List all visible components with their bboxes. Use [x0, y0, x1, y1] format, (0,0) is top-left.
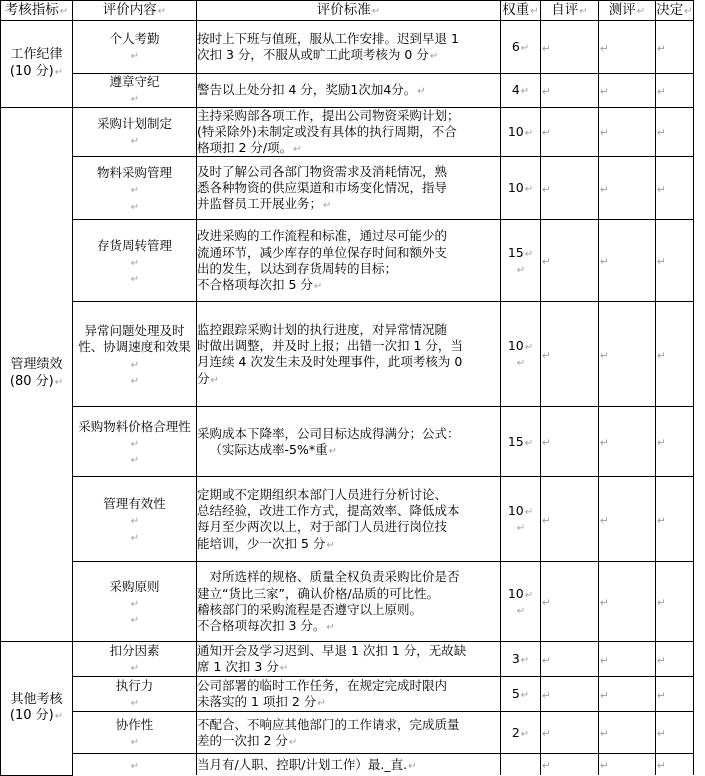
evaluation-standard-cell: [197, 157, 501, 220]
pilcrow-mark: ↵: [59, 5, 69, 17]
pilcrow-mark: ↵: [313, 281, 323, 292]
column-header-standard: [197, 1, 501, 21]
weight-value: 6: [511, 38, 520, 54]
evaluation-standard-line: 席 1 次扣 3 分↵: [197, 659, 289, 675]
evaluation-standard-line: 次扣 3 分，不服从或旷工此项考核为 0 分↵: [197, 47, 439, 62]
indicator-group-score: (80 分): [9, 374, 54, 390]
pilcrow-mark: ↵: [524, 184, 534, 196]
evaluation-standard-line: 出的发生，以达到存货周转的目标；: [197, 260, 398, 276]
evaluation-standard-line: （实际达成率-5%*重↵: [209, 441, 337, 457]
evaluation-standard-cell: [197, 74, 501, 108]
pilcrow-mark: ↵: [600, 42, 609, 55]
pilcrow-mark: ↵: [130, 516, 140, 528]
pilcrow-mark: ↵: [130, 185, 140, 197]
pilcrow-mark: ↵: [516, 264, 526, 276]
pilcrow-mark: ↵: [524, 589, 534, 601]
evaluation-content-cell: [73, 477, 197, 562]
weight-cell: [501, 712, 541, 754]
peer-score-cell[interactable]: [599, 107, 656, 157]
evaluation-content-cell: [73, 562, 197, 642]
pilcrow-mark: ↵: [636, 5, 646, 17]
self-score-cell[interactable]: [541, 157, 599, 220]
weight-cell: [501, 157, 541, 220]
pilcrow-mark: ↵: [130, 615, 140, 627]
decision-score-cell[interactable]: [656, 562, 694, 642]
column-header-self: [541, 1, 599, 21]
evaluation-content-text: 物料采购管理: [96, 165, 172, 181]
decision-score-cell[interactable]: [656, 21, 694, 74]
indicator-group-cell: [1, 107, 73, 642]
self-score-cell[interactable]: [541, 712, 599, 754]
pilcrow-mark: ↵: [520, 42, 530, 54]
pilcrow-mark: ↵: [130, 135, 140, 147]
empty-paragraph-mark: [73, 372, 196, 386]
decision-score-cell[interactable]: [656, 642, 694, 677]
table-row: [1, 754, 694, 775]
self-score-cell[interactable]: [541, 107, 599, 157]
evaluation-standard-line: 主持采购部各项工作，提出公司物资采购计划；: [197, 107, 460, 123]
evaluation-standard-line: 对所选样的规格、质量全权负责采购比价是否: [209, 569, 460, 585]
decision-score-cell[interactable]: [656, 74, 694, 108]
decision-score-cell[interactable]: [656, 477, 694, 562]
table-row: [1, 407, 694, 477]
pilcrow-mark: ↵: [524, 342, 534, 353]
peer-score-cell[interactable]: [599, 754, 656, 775]
evaluation-standard-line: 流通环节，减少库存的单位保存时间和额外支: [197, 244, 448, 260]
decision-score-cell[interactable]: [656, 107, 694, 157]
pilcrow-mark: ↵: [600, 514, 609, 527]
pilcrow-mark: ↵: [657, 654, 666, 667]
pilcrow-mark: ↵: [657, 689, 666, 702]
pilcrow-mark: ↵: [323, 200, 332, 212]
pilcrow-mark: ↵: [657, 437, 666, 450]
indicator-group-score-line: [1, 708, 72, 725]
table-row: [1, 677, 694, 712]
pilcrow-mark: ↵: [542, 597, 551, 610]
pilcrow-mark: ↵: [600, 728, 609, 741]
pilcrow-mark: ↵: [328, 445, 337, 457]
column-header-peer-label: 测评: [608, 1, 636, 18]
pilcrow-mark: ↵: [542, 183, 551, 196]
evaluation-content-text: 执行力: [115, 678, 154, 693]
peer-score-cell[interactable]: [599, 407, 656, 477]
evaluation-content-cell: [73, 712, 197, 754]
pilcrow-mark: ↵: [130, 375, 140, 387]
pilcrow-mark: ↵: [524, 127, 534, 139]
indicator-group-name: 管理绩效: [10, 357, 63, 373]
table-row: [1, 157, 694, 220]
decision-score-cell[interactable]: [656, 220, 694, 302]
weight-cell: [501, 74, 541, 108]
evaluation-standard-cell: [197, 302, 501, 407]
evaluation-standard-line: 改进采购的工作流程和标准，通过尽可能少的: [197, 228, 448, 244]
evaluation-content-cell: [73, 74, 197, 108]
weight-cell: [501, 407, 541, 477]
peer-score-cell[interactable]: [599, 712, 656, 754]
pilcrow-mark: ↵: [157, 5, 167, 17]
evaluation-standard-line: 通知开会及学习迟到、早退 1 次扣 1 分，无故缺: [197, 643, 467, 658]
pilcrow-mark: ↵: [657, 349, 666, 362]
pilcrow-mark: ↵: [524, 248, 534, 260]
indicator-group-score-line: [1, 64, 72, 81]
self-score-cell[interactable]: [541, 642, 599, 677]
pilcrow-mark: ↵: [520, 690, 530, 702]
pilcrow-mark: ↵: [293, 144, 302, 155]
evaluation-standard-line: 不配合、不响应其他部门的工作请求，完成质量: [197, 716, 460, 732]
peer-score-cell[interactable]: [599, 74, 656, 108]
peer-score-cell[interactable]: [599, 562, 656, 642]
table-row: [1, 21, 694, 74]
indicator-group-cell: [1, 642, 73, 775]
evaluation-standard-cell: [197, 677, 501, 712]
indicator-group-name: 工作纪律: [10, 46, 63, 62]
pilcrow-mark: ↵: [130, 201, 140, 213]
pilcrow-mark: ↵: [542, 514, 551, 527]
table-body: [1, 21, 694, 776]
evaluation-standard-line: 分↵: [197, 370, 219, 386]
pilcrow-mark: ↵: [542, 654, 551, 667]
indicator-group-score-line: [1, 374, 72, 391]
pilcrow-mark: ↵: [657, 183, 666, 196]
self-score-cell[interactable]: [541, 677, 599, 712]
evaluation-standard-line: 总结经验，改进工作方式，提高效率、降低成本: [197, 503, 460, 518]
weight-value: 10: [507, 123, 524, 139]
pilcrow-mark: ↵: [326, 539, 335, 551]
column-header-weight-label: 权重: [502, 1, 530, 18]
evaluation-standard-cell: [197, 642, 501, 677]
evaluation-content-cell: [73, 107, 197, 157]
pilcrow-mark: ↵: [371, 5, 381, 17]
column-header-content-label: 评价内容: [102, 1, 157, 18]
pilcrow-mark: ↵: [600, 760, 609, 773]
pilcrow-mark: ↵: [130, 359, 140, 371]
empty-paragraph-mark: [73, 198, 196, 212]
evaluation-standard-cell: [197, 407, 501, 477]
empty-paragraph-mark: [73, 611, 196, 625]
pilcrow-mark: ↵: [130, 257, 140, 269]
evaluation-content-text: 采购物料价格合理性: [78, 418, 191, 434]
evaluation-standard-line: 按时上下班与值班，服从工作安排。迟到早退 1: [197, 30, 459, 46]
evaluation-standard-cell: [197, 107, 501, 157]
pilcrow-mark: ↵: [429, 51, 439, 62]
evaluation-standard-line: 公司部署的临时工作任务，在规定完成时限内: [197, 678, 448, 693]
evaluation-standard-line: 月连续 4 次发生未及时处理事件，此项考核为 0: [197, 354, 463, 370]
pilcrow-mark: ↵: [657, 127, 666, 140]
pilcrow-mark: ↵: [600, 349, 609, 362]
pilcrow-mark: ↵: [542, 127, 551, 140]
evaluation-content-cell: [73, 21, 197, 74]
weight-value: 10: [507, 338, 524, 353]
empty-paragraph-mark: [501, 261, 540, 277]
column-header-decide-label: 决定: [656, 1, 684, 18]
evaluation-content-text: 协作性: [115, 716, 154, 732]
self-score-cell[interactable]: [541, 21, 599, 74]
weight-value: 5: [511, 686, 520, 702]
weight-value: 2: [511, 724, 520, 740]
self-score-cell[interactable]: [541, 74, 599, 108]
column-header-indicator-label: 考核指标: [4, 1, 59, 18]
weight-cell: [501, 477, 541, 562]
pilcrow-mark: ↵: [600, 597, 609, 610]
peer-score-cell[interactable]: [599, 157, 656, 220]
pilcrow-mark: ↵: [579, 5, 588, 17]
evaluation-standard-cell: [197, 754, 501, 775]
pilcrow-mark: ↵: [524, 507, 534, 518]
pilcrow-mark: ↵: [417, 86, 426, 98]
evaluation-standard-line: 监控跟踪采购计划的执行进度，对异常情况随: [197, 321, 448, 337]
weight-cell: [501, 642, 541, 677]
indicator-group-score: (10 分): [9, 708, 54, 724]
pilcrow-mark: ↵: [542, 689, 551, 702]
empty-paragraph-mark: [501, 354, 540, 370]
evaluation-standard-line: 并监督员工开展业务；↵: [197, 196, 332, 212]
weight-cell: [501, 302, 541, 407]
pilcrow-mark: ↵: [542, 760, 551, 773]
header-row: [1, 1, 694, 21]
peer-score-cell[interactable]: [599, 677, 656, 712]
pilcrow-mark: ↵: [524, 437, 534, 449]
indicator-group-name: 其他考核: [10, 691, 63, 707]
evaluation-content-text: 存货周转管理: [96, 237, 172, 253]
weight-value: 10: [507, 585, 524, 601]
evaluation-standard-line: 未落实的 1 项扣 2 分↵: [197, 694, 326, 710]
pilcrow-mark: ↵: [600, 654, 609, 667]
pilcrow-mark: ↵: [657, 256, 666, 269]
column-header-self-label: 自评: [551, 1, 579, 18]
evaluation-standard-line: 采购成本下降率，公司目标达成得满分；公式：: [197, 425, 460, 441]
evaluation-standard-line: (特采除外)未制定或没有具体的执行周期，不合: [197, 123, 457, 139]
pilcrow-mark: ↵: [288, 736, 298, 748]
pilcrow-mark: ↵: [520, 728, 530, 740]
self-score-cell[interactable]: [541, 407, 599, 477]
table-row: [1, 562, 694, 642]
pilcrow-mark: ↵: [408, 760, 417, 772]
weight-cell: [501, 677, 541, 712]
evaluation-standard-cell: [197, 712, 501, 754]
pilcrow-mark: ↵: [600, 85, 609, 98]
table-row: [1, 74, 694, 108]
empty-paragraph-mark: [73, 529, 196, 543]
decision-score-cell[interactable]: [656, 754, 694, 775]
empty-paragraph-mark: [73, 451, 196, 465]
table-row: [1, 642, 694, 677]
weight-cell: [501, 562, 541, 642]
column-header-content: [73, 1, 197, 21]
evaluation-content-text: 采购计划制定: [96, 115, 172, 131]
evaluation-content-cell: [73, 677, 197, 712]
pilcrow-mark: ↵: [542, 85, 551, 98]
evaluation-standard-line: 警告以上处分扣 4 分，奖励1次加4分。↵: [197, 82, 426, 98]
decision-score-cell[interactable]: [656, 712, 694, 754]
decision-score-cell[interactable]: [656, 407, 694, 477]
pilcrow-mark: ↵: [516, 605, 526, 617]
evaluation-content-text: 遵章守纪: [109, 74, 160, 89]
evaluation-standard-line: 每月至少两次以上，对于部门人员进行岗位技: [197, 519, 448, 535]
pilcrow-mark: ↵: [600, 256, 609, 269]
decision-score-cell[interactable]: [656, 302, 694, 407]
evaluation-content-cell: [73, 642, 197, 677]
pilcrow-mark: ↵: [520, 86, 530, 98]
evaluation-standard-line: 当月有/人职、控职/计划工作）最._直.↵: [197, 756, 417, 772]
pilcrow-mark: ↵: [600, 127, 609, 140]
decision-score-cell[interactable]: [656, 157, 694, 220]
column-header-peer: [599, 1, 656, 21]
pilcrow-mark: ↵: [600, 437, 609, 450]
pilcrow-mark: ↵: [684, 5, 693, 17]
evaluation-standard-line: 时做出调整，并及时上报；出错一次扣 1 分，当: [197, 338, 463, 353]
evaluation-standard-cell: [197, 562, 501, 642]
pilcrow-mark: ↵: [54, 711, 64, 723]
decision-score-cell[interactable]: [656, 677, 694, 712]
pilcrow-mark: ↵: [130, 698, 140, 710]
evaluation-standard-line: 格项扣 2 分/项。↵: [197, 140, 302, 155]
self-score-cell[interactable]: [541, 302, 599, 407]
weight-value: 15: [507, 244, 524, 260]
weight-cell: [501, 220, 541, 302]
evaluation-standard-line: 及时了解公司各部门物资需求及消耗情况，熟: [197, 163, 448, 179]
pilcrow-mark: ↵: [130, 455, 140, 467]
evaluation-standard-line: 差的一次扣 2 分↵: [197, 732, 298, 748]
pilcrow-mark: ↵: [130, 438, 140, 450]
table-row: [1, 302, 694, 407]
evaluation-content-text: 异常问题处理及时性、协调速度和效果: [78, 323, 191, 355]
weight-value: 15: [507, 433, 524, 449]
empty-paragraph-mark: [73, 270, 196, 284]
evaluation-standard-cell: [197, 477, 501, 562]
evaluation-content-text: 个人考勤: [109, 30, 160, 46]
pilcrow-mark: ↵: [54, 377, 64, 389]
evaluation-standard-line: 悉各种物资的供应渠道和市场变化情况，指导: [197, 180, 448, 196]
pilcrow-mark: ↵: [130, 736, 140, 748]
pilcrow-mark: ↵: [54, 66, 64, 78]
column-header-decide: [656, 1, 694, 21]
column-header-weight: [501, 1, 541, 21]
self-score-cell[interactable]: [541, 562, 599, 642]
evaluation-content-text: 管理有效性: [103, 496, 166, 512]
evaluation-content-text: 扣分因素: [109, 643, 160, 658]
pilcrow-mark: ↵: [130, 598, 140, 610]
table-row: [1, 712, 694, 754]
pilcrow-mark: ↵: [130, 94, 140, 106]
pilcrow-mark: ↵: [516, 358, 526, 370]
pilcrow-mark: ↵: [210, 374, 219, 386]
pilcrow-mark: ↵: [130, 760, 140, 772]
self-score-cell[interactable]: [541, 477, 599, 562]
column-header-indicator: [1, 1, 73, 21]
pilcrow-mark: ↵: [130, 274, 140, 286]
evaluation-standard-line: 不合格项每次扣 5 分↵: [197, 277, 323, 292]
evaluation-standard-line: 稽核部门的采购流程是否遵守以上原则。: [197, 601, 423, 617]
pilcrow-mark: ↵: [600, 689, 609, 702]
weight-value: 10: [507, 180, 524, 196]
weight-cell: [501, 754, 541, 775]
evaluation-content-cell: [73, 407, 197, 477]
pilcrow-mark: ↵: [657, 85, 666, 98]
self-score-cell[interactable]: [541, 220, 599, 302]
pilcrow-mark: ↵: [279, 663, 289, 675]
weight-cell: [501, 21, 541, 74]
pilcrow-mark: ↵: [130, 51, 140, 62]
self-score-cell[interactable]: [541, 754, 599, 775]
pilcrow-mark: ↵: [530, 5, 539, 17]
empty-paragraph-mark: [501, 602, 540, 618]
table-header: [1, 1, 694, 21]
peer-score-cell[interactable]: [599, 21, 656, 74]
pilcrow-mark: ↵: [516, 523, 526, 535]
pilcrow-mark: ↵: [657, 760, 666, 773]
pilcrow-mark: ↵: [657, 728, 666, 741]
indicator-group-cell: [1, 21, 73, 108]
weight-value: 3: [511, 651, 520, 667]
evaluation-standard-line: 定期或不定期组织本部门人员进行分析讨论、: [197, 486, 448, 502]
pilcrow-mark: ↵: [542, 256, 551, 269]
evaluation-standard-line: 不合格项每次扣 3 分。↵: [197, 618, 335, 633]
pilcrow-mark: ↵: [542, 437, 551, 450]
peer-score-cell[interactable]: [599, 477, 656, 562]
evaluation-content-cell: [73, 302, 197, 407]
pilcrow-mark: ↵: [130, 532, 140, 544]
weight-value: 4: [511, 82, 520, 98]
weight-value: 10: [507, 503, 524, 518]
evaluation-content-cell: [73, 754, 197, 775]
evaluation-content-cell: [73, 157, 197, 220]
table-row: [1, 477, 694, 562]
evaluation-standard-line: 能培训，少一次扣 5 分↵: [197, 535, 335, 551]
pilcrow-mark: ↵: [600, 183, 609, 196]
peer-score-cell[interactable]: [599, 302, 656, 407]
empty-paragraph-mark: [501, 519, 540, 535]
evaluation-standard-cell: [197, 21, 501, 74]
evaluation-standard-line: 建立“货比三家”，确认价格/品质的可比性。: [197, 585, 440, 601]
peer-score-cell[interactable]: [599, 642, 656, 677]
pilcrow-mark: ↵: [520, 655, 530, 667]
table-row: [1, 220, 694, 302]
evaluation-content-cell: [73, 220, 197, 302]
pilcrow-mark: ↵: [317, 698, 326, 710]
pilcrow-mark: ↵: [326, 622, 335, 633]
pilcrow-mark: ↵: [657, 597, 666, 610]
table-row: [1, 107, 694, 157]
pilcrow-mark: ↵: [657, 42, 666, 55]
pilcrow-mark: ↵: [542, 728, 551, 741]
pilcrow-mark: ↵: [657, 514, 666, 527]
peer-score-cell[interactable]: [599, 220, 656, 302]
pilcrow-mark: ↵: [542, 349, 551, 362]
pilcrow-mark: ↵: [130, 663, 140, 675]
weight-cell: [501, 107, 541, 157]
evaluation-content-text: 采购原则: [109, 578, 160, 594]
evaluation-standard-cell: [197, 220, 501, 302]
indicator-group-score: (10 分): [9, 63, 54, 79]
pilcrow-mark: ↵: [542, 42, 551, 55]
column-header-standard-label: 评价标准: [316, 1, 371, 18]
